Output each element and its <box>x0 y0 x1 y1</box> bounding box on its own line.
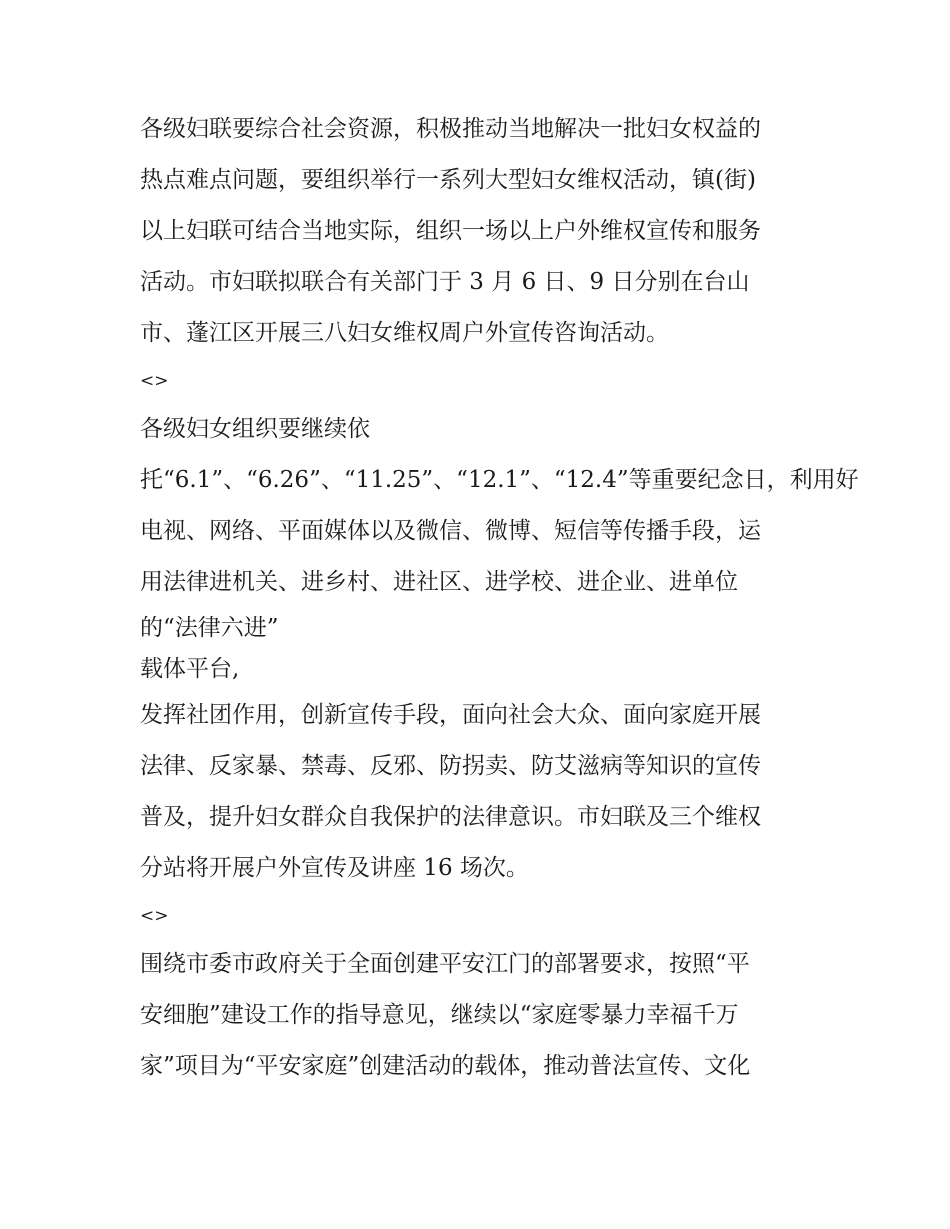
text-line: 载体平台, <box>140 656 240 682</box>
text-line: 的“法律六进” <box>140 615 279 641</box>
text-line: 家”项目为“平安家庭”创建活动的载体，推动普法宣传、文化 <box>140 1053 751 1079</box>
text-line: 电视、网络、平面媒体以及微信、微博、短信等传播手段，运 <box>140 518 761 544</box>
text-line: 各级妇联要综合社会资源，积极推动当地解决一批妇女权益的 <box>140 116 761 142</box>
text-line: 用法律进机关、进乡村、进社区、进学校、进企业、进单位 <box>140 569 738 595</box>
section-marker: <> <box>140 906 169 926</box>
text-line: 以上妇联可结合当地实际，组织一场以上户外维权宣传和服务 <box>140 218 761 244</box>
text-line: 安细胞”建设工作的指导意见，继续以“家庭零暴力幸福千万 <box>140 1002 739 1028</box>
text-line: 围绕市委市政府关于全面创建平安江门的部署要求，按照“平 <box>140 951 750 977</box>
text-line: 托“6.1”、“6.26”、“11.25”、“12.1”、“12.4”等重要纪念日，利用好 <box>140 467 859 493</box>
text-line: 活动。市妇联拟联合有关部门于 3 月 6 日、9 日分别在台山 <box>140 269 750 295</box>
text-line: 热点难点问题，要组织举行一系列大型妇女维权活动，镇(街) <box>140 167 756 193</box>
text-line: 市、蓬江区开展三八妇女维权周户外宣传咨询活动。 <box>140 320 669 346</box>
text-line: 法律、反家暴、禁毒、反邪、防拐卖、防艾滋病等知识的宣传 <box>140 753 761 779</box>
document-body <box>140 104 859 1092</box>
paragraph-3 <box>140 939 840 1092</box>
paragraph-1 <box>140 104 840 359</box>
text-line: 普及，提升妇女群众自我保护的法律意识。市妇联及三个维权 <box>140 804 761 830</box>
text-line: 各级妇女组织要继续依 <box>140 416 370 442</box>
text-line: 分站将开展户外宣传及讲座 16 场次。 <box>140 855 529 881</box>
text-line: 发挥社团作用，创新宣传手段，面向社会大众、面向家庭开展 <box>140 702 761 728</box>
paragraph-2 <box>140 404 859 894</box>
section-marker: <> <box>140 371 169 391</box>
